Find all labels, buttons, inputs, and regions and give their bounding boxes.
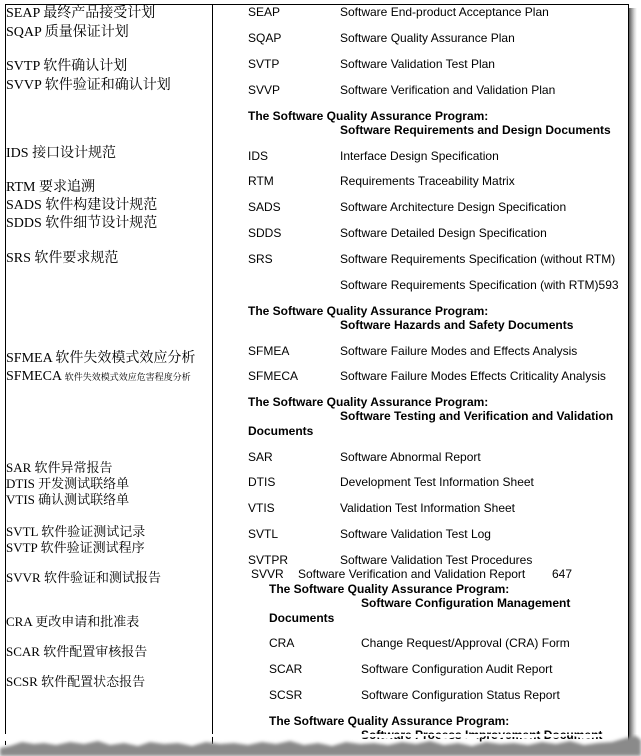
cn-entry: SVVR 软件验证和测试报告 (6, 570, 161, 585)
description: Software End-product Acceptance Plan (340, 5, 549, 19)
cn-entry: IDS 接口设计规范 (6, 146, 117, 161)
section-heading: The Software Quality Assurance Program: (269, 714, 510, 728)
abbr: SAR (248, 450, 273, 464)
description: Software Failure Modes Effects Criticality Analysis (340, 369, 606, 383)
abbr: SVVR (251, 567, 284, 581)
cn-entry: SEAP 最终产品接受计划 (6, 6, 156, 21)
cn-entry: SVTP 软件确认计划 (6, 59, 128, 74)
description: Software Verification and Validation Plan (340, 83, 556, 97)
description: Software Failure Modes and Effects Analysis (340, 344, 578, 358)
abbr: SVTL (248, 527, 279, 541)
cn-entry: SVTL 软件验证测试记录 (6, 524, 146, 539)
cn-entry: DTIS 开发测试联络单 (6, 476, 130, 491)
description: Software Configuration Status Report (361, 688, 560, 702)
section-heading-sub: Software Testing and Verification and Validation (340, 409, 614, 423)
abbr: SVTP (248, 57, 280, 71)
cn-entry: CRA 更改申请和批准表 (6, 614, 140, 629)
cn-entry: SCSR 软件配置状态报告 (6, 674, 146, 689)
abbr: SCSR (269, 688, 303, 702)
description: Requirements Traceability Matrix (340, 174, 515, 188)
section-heading-sub: Software Configuration Management (361, 596, 571, 610)
description: Change Request/Approval (CRA) Form (361, 636, 570, 650)
cn-entry: SFMECA 软件失效模式效应危害程度分析 (6, 369, 191, 384)
description: Development Test Information Sheet (340, 475, 534, 489)
cn-entry: VTIS 确认测试联络单 (6, 492, 130, 507)
abbr: SRS (248, 252, 273, 266)
cn-entry: SAR 软件异常报告 (6, 460, 113, 475)
torn-edge (0, 734, 641, 756)
section-heading-sub: Documents (248, 424, 314, 438)
section-heading: The Software Quality Assurance Program: (269, 582, 510, 596)
description: Software Validation Test Procedures (340, 553, 533, 567)
cn-entry: SFMEA 软件失效模式效应分析 (6, 351, 196, 366)
abbr: SFMEA (248, 344, 290, 358)
abbr: SVTPR (248, 553, 289, 567)
abbr: CRA (269, 636, 295, 650)
description: Software Validation Test Log (340, 527, 491, 541)
description: Software Requirements Specification (without RTM) (340, 252, 616, 266)
section-heading-sub: Documents (269, 611, 335, 625)
description: Software Configuration Audit Report (361, 662, 553, 676)
description: Interface Design Specification (340, 149, 499, 163)
cn-entry: SCAR 软件配置审核报告 (6, 644, 148, 659)
column-divider (212, 4, 213, 744)
description: Software Architecture Design Specification (340, 200, 567, 214)
cn-entry: RTM 要求追溯 (6, 180, 95, 195)
cn-entry: SDDS 软件细节设计规范 (6, 216, 158, 231)
abbr: DTIS (248, 475, 276, 489)
abbr: SADS (248, 200, 281, 214)
abbr: SQAP (248, 31, 282, 45)
cn-entry: SVVP 软件验证和确认计划 (6, 78, 171, 93)
abbr: SEAP (248, 5, 281, 19)
description: Software Abnormal Report (340, 450, 481, 464)
abbr: RTM (248, 174, 274, 188)
section-heading: The Software Quality Assurance Program: (248, 109, 489, 123)
description: Software Detailed Design Specification (340, 226, 547, 240)
section-heading: The Software Quality Assurance Program: (248, 395, 489, 409)
page-number: 647 (552, 567, 573, 581)
description: Validation Test Information Sheet (340, 501, 515, 515)
cn-entry: SQAP 质量保证计划 (6, 25, 129, 40)
section-heading-sub: Software Requirements and Design Documents (340, 123, 611, 137)
description: Software Quality Assurance Plan (340, 31, 515, 45)
abbr: SDDS (248, 226, 282, 240)
cn-entry: SADS 软件构建设计规范 (6, 198, 158, 213)
abbr: SFMECA (248, 369, 299, 383)
abbr: IDS (248, 149, 269, 163)
abbr: SCAR (269, 662, 303, 676)
abbr: VTIS (248, 501, 275, 515)
section-heading-sub: Software Hazards and Safety Documents (340, 318, 574, 332)
abbr: SVVP (248, 83, 281, 97)
cn-entry: SVTP 软件验证测试程序 (6, 540, 145, 555)
cn-entry: SRS 软件要求规范 (6, 251, 119, 266)
page-shadow (629, 8, 637, 744)
section-heading: The Software Quality Assurance Program: (248, 304, 489, 318)
description: Software Verification and Validation Report (298, 567, 526, 581)
description: Software Requirements Specification (with RTM)593 (340, 278, 619, 292)
description: Software Validation Test Plan (340, 57, 495, 71)
